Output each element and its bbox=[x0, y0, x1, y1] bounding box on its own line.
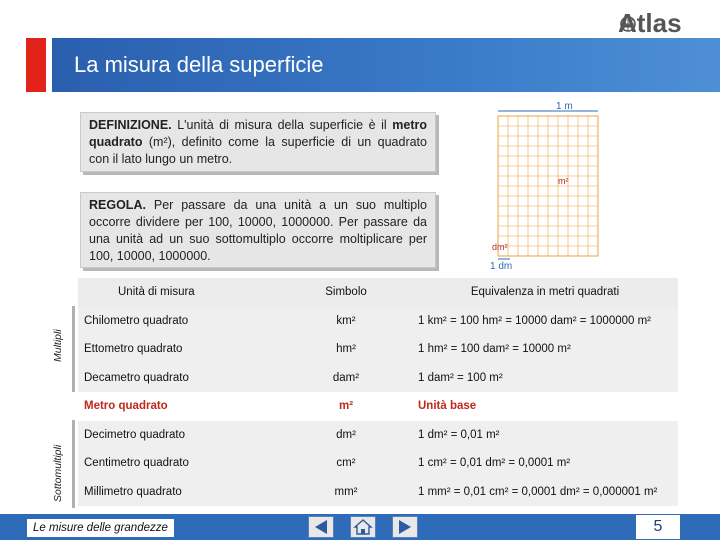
diagram-area-label: m² bbox=[558, 176, 569, 186]
atlas-logo bbox=[612, 4, 700, 38]
table-row-base-unit bbox=[78, 392, 678, 421]
unit-name: Centimetro quadrato bbox=[78, 449, 284, 478]
header-equivalence: Equivalenza in metri quadrati bbox=[408, 278, 678, 307]
header-symbol: Simbolo bbox=[284, 278, 408, 307]
next-page-button[interactable] bbox=[392, 516, 418, 538]
definition-text-b: (m²), definito come la superficie di un quadrato con il lato lungo un metro. bbox=[89, 135, 427, 166]
table-row bbox=[78, 307, 678, 336]
rule-text: Per passare da una unità a un suo multiplo occorre dividere per 100, 10000, 1000000. Per passare da una unità ad un suo sottomultiplo occorre moltiplicare per 100, 10000, 1000000. bbox=[89, 198, 427, 263]
header-unit: Unità di misura bbox=[78, 278, 284, 307]
home-button[interactable] bbox=[350, 516, 376, 538]
table-row bbox=[78, 478, 678, 507]
table-row bbox=[78, 421, 678, 450]
decimeter-grid bbox=[498, 116, 598, 256]
diagram-side-label: 1 dm bbox=[490, 261, 513, 272]
unit-equivalence: 1 dm² = 0,01 m² bbox=[408, 421, 678, 450]
multiples-bracket bbox=[72, 306, 75, 392]
unit-symbol: cm² bbox=[284, 449, 408, 478]
home-icon bbox=[351, 517, 375, 537]
unit-equivalence: 1 cm² = 0,01 dm² = 0,0001 m² bbox=[408, 449, 678, 478]
table-header-row bbox=[78, 278, 678, 307]
logo-text: Atlas bbox=[618, 8, 682, 38]
submultiples-bracket bbox=[72, 420, 75, 508]
unit-name: Decimetro quadrato bbox=[78, 421, 284, 450]
arrow-left-icon bbox=[309, 517, 333, 537]
units-table bbox=[78, 278, 678, 506]
unit-symbol: mm² bbox=[284, 478, 408, 507]
square-meter-diagram bbox=[488, 98, 608, 274]
unit-name: Millimetro quadrato bbox=[78, 478, 284, 507]
arrow-right-icon bbox=[393, 517, 417, 537]
page-title: La misura della superficie bbox=[74, 52, 324, 77]
unit-symbol: dm² bbox=[284, 421, 408, 450]
unit-equivalence: 1 km² = 100 hm² = 10000 dam² = 1000000 m² bbox=[408, 307, 678, 336]
rule-box bbox=[80, 192, 436, 268]
unit-symbol: km² bbox=[284, 307, 408, 336]
definition-box bbox=[80, 112, 436, 172]
rule-label: REGOLA. bbox=[89, 198, 146, 212]
unit-equivalence: Unità base bbox=[408, 392, 678, 421]
header-accent bbox=[26, 38, 46, 92]
multiples-label: Multipli bbox=[52, 329, 64, 362]
definition-label: DEFINIZIONE. bbox=[89, 118, 172, 132]
previous-page-button[interactable] bbox=[308, 516, 334, 538]
unit-equivalence: 1 dam² = 100 m² bbox=[408, 364, 678, 393]
definition-term: metro quadrato bbox=[89, 118, 427, 149]
unit-name: Ettometro quadrato bbox=[78, 335, 284, 364]
unit-name: Decametro quadrato bbox=[78, 364, 284, 393]
definition-text-a: L'unità di misura della superficie è il bbox=[171, 118, 393, 132]
unit-symbol: dam² bbox=[284, 364, 408, 393]
unit-equivalence: 1 hm² = 100 dam² = 10000 m² bbox=[408, 335, 678, 364]
unit-equivalence: 1 mm² = 0,01 cm² = 0,0001 dm² = 0,000001 m² bbox=[408, 478, 678, 507]
unit-name: Chilometro quadrato bbox=[78, 307, 284, 336]
section-label: Le misure delle grandezze bbox=[26, 518, 175, 538]
submultiples-label: Sottomultipli bbox=[52, 444, 64, 502]
diagram-small-area-label: dm² bbox=[492, 242, 508, 252]
unit-symbol: m² bbox=[284, 392, 408, 421]
page-number: 5 bbox=[636, 515, 680, 539]
unit-name: Metro quadrato bbox=[78, 392, 284, 421]
diagram-top-label: 1 m bbox=[556, 101, 573, 112]
table-row bbox=[78, 335, 678, 364]
unit-symbol: hm² bbox=[284, 335, 408, 364]
table-row bbox=[78, 364, 678, 393]
table-row bbox=[78, 449, 678, 478]
